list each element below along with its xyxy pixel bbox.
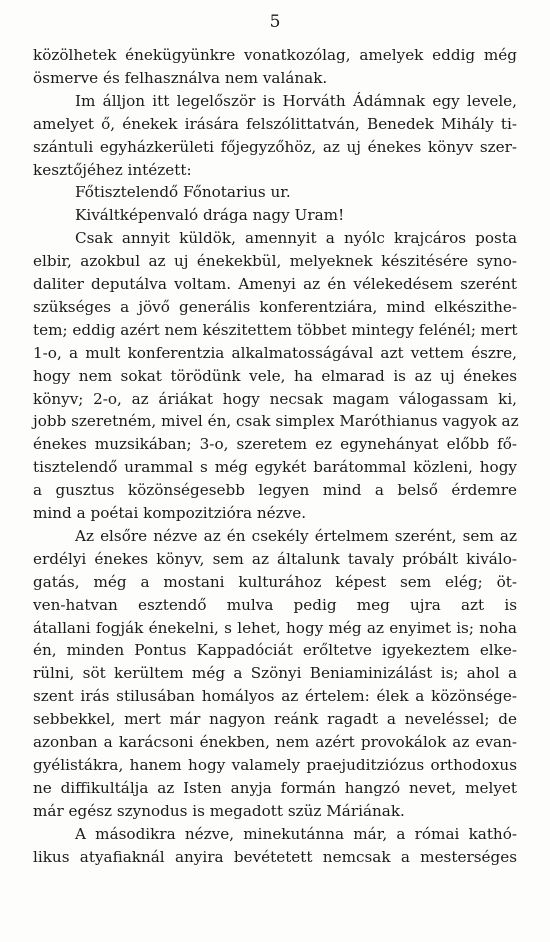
text-line: likus atyafiaknál anyira bevétetett nemcsak a mesterséges [33, 847, 517, 866]
text-line: erdélyi énekes könyv, sem az általunk tavaly próbált kiválo- [33, 549, 517, 568]
text-line: azonban a karácsoni énekben, nem azért provokálok az evan- [33, 733, 517, 751]
text-line: a gusztus közönségesebb legyen mind a belső érdemre [33, 481, 517, 500]
text-line: szükséges a jövő generális konferentziára, mind elkészithe- [33, 297, 517, 316]
text-line: én, minden Pontus Kappadóciát erőltetve igyekeztem elke- [33, 641, 517, 660]
text-line: átallani fogják énekelni, s lehet, hogy még az enyimet is; noha [33, 618, 517, 637]
text-line: Kiváltképenvaló drága nagy Uram! [75, 206, 345, 225]
text-line: elbir, azokbul az uj énekekbül, melyeknek készitésére syno- [33, 252, 517, 271]
text-line: énekes muzsikában; 3-o, szeretem ez egynehányat előbb fő- [33, 435, 517, 454]
text-line: Főtisztelendő Főnotarius ur. [75, 183, 291, 202]
text-line: ösmerve és felhasználva nem valának. [33, 68, 328, 87]
text-line: A másodikra nézve, minekutánna már, a római kathó- [75, 824, 517, 843]
text-line: Im álljon itt legelőször is Horváth Ádámnak egy levele, [75, 91, 517, 110]
text-line: gatás, még a mostani kulturához képest sem elég; öt- [33, 572, 517, 591]
text-line: daliter deputálva voltam. Amenyi az én vélekedésem szerént [33, 275, 517, 293]
text-line: szántuli egyházkerületi főjegyzőhöz, az uj énekes könyv szer- [33, 137, 517, 156]
text-line: hogy nem sokat törödünk vele, ha elmarad is az uj énekes [33, 366, 517, 385]
text-line: közölhetek énekügyünkre vonatkozólag, amelyek eddig még [33, 46, 517, 64]
text-line: 1-o, a mult konferentzia alkalmatosságával azt vettem észre, [33, 343, 517, 362]
text-line: kesztőjéhez intézett: [33, 160, 192, 179]
text-line: szent irás stilusában homályos az értelem: élek a közönsége- [33, 687, 517, 706]
text-line: tisztelendő urammal s még egykét barátommal közleni, hogy [33, 458, 517, 477]
text-line: gyélistákra, hanem hogy valamely praejuditziózus orthodoxus [33, 755, 517, 774]
text-line: ven-hatvan esztendő mulva pedig meg ujra azt is [33, 595, 517, 614]
text-line: sebbekkel, mert már nagyon reánk ragadt a neveléssel; de [33, 710, 517, 729]
text-line: jobb szeretném, mivel én, csak simplex Maróthianus vagyok az [33, 412, 519, 431]
text-line: Csak annyit küldök, amennyit a nyólc krajcáros posta [75, 229, 517, 248]
text-line: amelyet ő, énekek irására felszólittatván, Benedek Mihály ti- [33, 114, 517, 133]
text-line: könyv; 2-o, az áriákat hogy necsak magam válogassam ki, [33, 389, 517, 408]
text-line: már egész szynodus is megadott szüz Máriának. [33, 801, 405, 820]
text-line: mind a poétai kompozitzióra nézve. [33, 504, 307, 522]
page-number: 5 [269, 12, 281, 32]
text-line: ne diffikultálja az Isten anyja formán hangzó nevet, melyet [33, 778, 517, 797]
text-line: tem; eddig azért nem készitettem többet mintegy felénél; mert [33, 320, 518, 339]
text-line: Az elsőre nézve az én csekély értelmem szerént, sem az [75, 526, 517, 545]
text-line: rülni, söt kerültem még a Szönyi Beniaminizálást is; ahol a [33, 664, 517, 683]
